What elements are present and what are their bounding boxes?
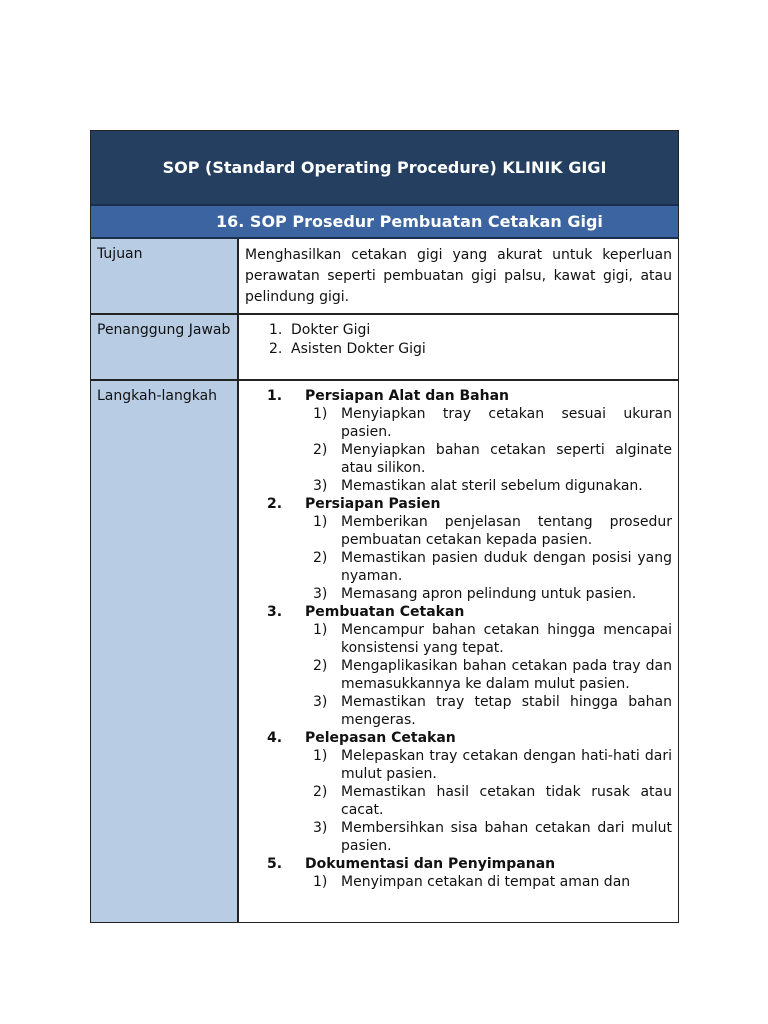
sop-table	[90, 130, 679, 923]
penanggung-jawab-row	[91, 315, 678, 381]
step-item	[245, 783, 672, 819]
step-text: Mengaplikasikan bahan cetakan pada tray dan memasukkannya ke dalam mulut pasien.	[341, 658, 672, 692]
list-item	[269, 321, 672, 340]
section-title: Persiapan Alat dan Bahan	[305, 388, 510, 404]
step-text: Memberikan penjelasan tentang prosedur pembuatan cetakan kepada pasien.	[341, 514, 672, 548]
step-text: Memasang apron pelindung untuk pasien.	[341, 586, 637, 602]
section-title: Pelepasan Cetakan	[305, 730, 456, 746]
step-item	[245, 621, 672, 657]
langkah-content	[239, 381, 678, 922]
tujuan-row	[91, 239, 678, 315]
step-number: 1)	[313, 622, 328, 638]
penanggung-jawab-list	[245, 321, 672, 359]
step-text: Membersihkan sisa bahan cetakan dari mulut pasien.	[341, 820, 672, 854]
list-text: Dokter Gigi	[291, 322, 371, 338]
step-text: Melepaskan tray cetakan dengan hati-hati dari mulut pasien.	[341, 748, 672, 782]
step-item	[245, 747, 672, 783]
step-item	[245, 873, 672, 891]
step-text: Menyimpan cetakan di tempat aman dan	[341, 874, 631, 890]
penanggung-jawab-label: Penanggung Jawab	[91, 315, 239, 379]
step-item	[245, 441, 672, 477]
section-title: Pembuatan Cetakan	[305, 604, 465, 620]
section-number: 5.	[267, 856, 283, 872]
step-number: 2)	[313, 784, 328, 800]
langkah-label: Langkah-langkah	[91, 381, 239, 922]
section-heading	[245, 387, 672, 405]
tujuan-label: Tujuan	[91, 239, 239, 313]
step-item	[245, 477, 672, 495]
step-item	[245, 693, 672, 729]
step-item	[245, 585, 672, 603]
step-item	[245, 819, 672, 855]
section-number: 1.	[267, 388, 283, 404]
list-item	[269, 340, 672, 359]
step-item	[245, 405, 672, 441]
section-title: Persiapan Pasien	[305, 496, 441, 512]
step-item	[245, 549, 672, 585]
section-number: 3.	[267, 604, 283, 620]
step-number: 1)	[313, 514, 328, 530]
list-text: Asisten Dokter Gigi	[291, 341, 426, 357]
step-number: 3)	[313, 820, 328, 836]
section-number: 4.	[267, 730, 283, 746]
step-text: Mencampur bahan cetakan hingga mencapai konsistensi yang tepat.	[341, 622, 672, 656]
step-number: 2)	[313, 550, 328, 566]
section-heading	[245, 603, 672, 621]
step-text: Memastikan pasien duduk dengan posisi yang nyaman.	[341, 550, 672, 584]
step-item	[245, 657, 672, 693]
step-number: 1)	[313, 406, 328, 422]
step-text: Memastikan hasil cetakan tidak rusak atau cacat.	[341, 784, 672, 818]
step-number: 3)	[313, 694, 328, 710]
section-number: 2.	[267, 496, 283, 512]
step-number: 1)	[313, 874, 328, 890]
section-heading	[245, 495, 672, 513]
document-title: SOP (Standard Operating Procedure) KLINIK GIGI	[91, 131, 678, 206]
langkah-row	[91, 381, 678, 922]
step-number: 2)	[313, 658, 328, 674]
step-text: Menyiapkan tray cetakan sesuai ukuran pasien.	[341, 406, 672, 440]
step-number: 3)	[313, 478, 328, 494]
penanggung-jawab-content	[239, 315, 678, 379]
step-text: Memastikan tray tetap stabil hingga bahan mengeras.	[341, 694, 672, 728]
sop-subtitle: 16. SOP Prosedur Pembuatan Cetakan Gigi	[91, 206, 678, 239]
section-heading	[245, 729, 672, 747]
list-number: 2.	[269, 341, 283, 357]
step-text: Memastikan alat steril sebelum digunakan.	[341, 478, 643, 494]
step-number: 2)	[313, 442, 328, 458]
tujuan-text: Menghasilkan cetakan gigi yang akurat untuk keperluan perawatan seperti pembuatan gigi palsu, kawat gigi, atau pelindung gigi.	[245, 247, 672, 305]
step-item	[245, 513, 672, 549]
step-number: 1)	[313, 748, 328, 764]
step-number: 3)	[313, 586, 328, 602]
section-heading	[245, 855, 672, 873]
section-title: Dokumentasi dan Penyimpanan	[305, 856, 556, 872]
step-text: Menyiapkan bahan cetakan seperti alginate atau silikon.	[341, 442, 672, 476]
list-number: 1.	[269, 322, 283, 338]
